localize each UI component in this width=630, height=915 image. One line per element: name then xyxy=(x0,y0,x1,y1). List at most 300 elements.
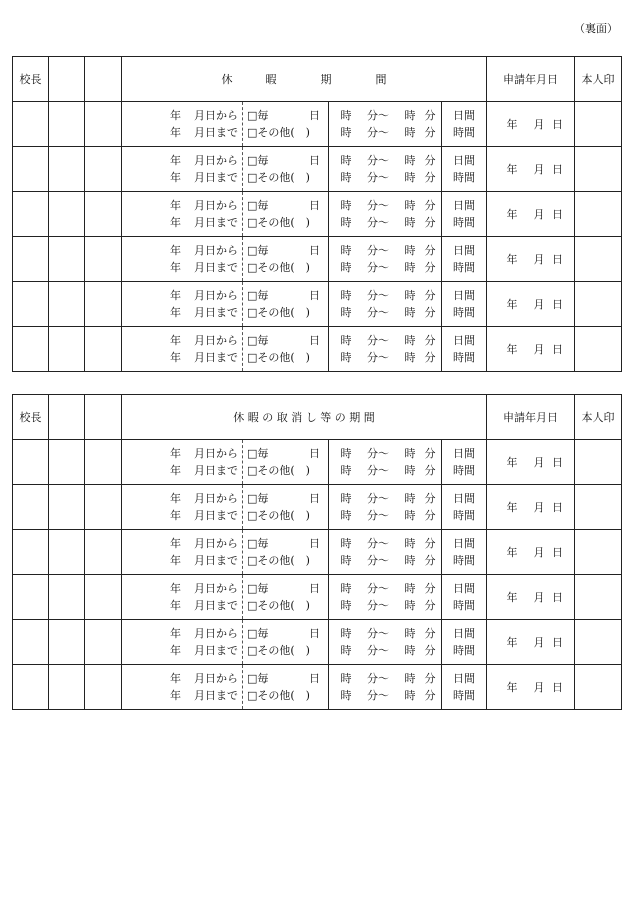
hour-label: 時 xyxy=(340,537,352,550)
time-range-cell[interactable] xyxy=(329,620,442,665)
time-range-cell[interactable] xyxy=(329,327,442,372)
minute-to-label: 分～ xyxy=(367,689,389,702)
minute-to-label: 分～ xyxy=(367,554,389,567)
approval-stamp-cell-1[interactable] xyxy=(49,327,85,372)
minute-label: 分 xyxy=(424,306,436,319)
year-label: 年 xyxy=(170,644,181,657)
personal-seal-cell[interactable] xyxy=(575,620,622,665)
apply-month-label: 月 xyxy=(533,253,545,266)
daily-checkbox[interactable]: □毎 xyxy=(247,244,269,257)
approval-stamp-cell-1[interactable] xyxy=(49,575,85,620)
daily-checkbox[interactable]: □毎 xyxy=(247,672,269,685)
other-checkbox[interactable]: □その他( ) xyxy=(247,351,310,364)
year-label: 年 xyxy=(170,672,181,685)
apply-day-label: 日 xyxy=(552,546,564,559)
daily-checkbox[interactable]: □毎 xyxy=(247,154,269,167)
time-range-cell[interactable] xyxy=(329,575,442,620)
hour-label: 時 xyxy=(340,582,352,595)
month-label: 月 xyxy=(194,334,205,347)
apply-year-label: 年 xyxy=(506,343,518,356)
minute-to-label: 分～ xyxy=(367,464,389,477)
personal-seal-cell[interactable] xyxy=(575,237,622,282)
date-range-cell[interactable] xyxy=(122,620,243,665)
table-row xyxy=(13,327,622,372)
daily-checkbox[interactable]: □毎 xyxy=(247,582,269,595)
year-label: 年 xyxy=(170,126,181,139)
duration-unit-cell[interactable] xyxy=(442,665,487,710)
month-label: 月 xyxy=(194,554,205,567)
approval-stamp-cell-2[interactable] xyxy=(85,665,122,710)
duration-unit-cell[interactable] xyxy=(442,327,487,372)
minute-label: 分 xyxy=(424,627,436,640)
minute-label: 分 xyxy=(424,109,436,122)
approval-stamp-cell-2[interactable] xyxy=(85,147,122,192)
personal-seal-header: 本人印 xyxy=(575,395,622,440)
hour-label: 時 xyxy=(340,199,352,212)
principal-stamp-cell[interactable] xyxy=(13,237,49,282)
year-label: 年 xyxy=(170,199,181,212)
until-label: 日まで xyxy=(205,599,238,612)
minute-to-label: 分～ xyxy=(367,109,389,122)
hour-label: 時 xyxy=(340,689,352,702)
time-range-cell[interactable] xyxy=(329,147,442,192)
application-date-header: 申請年月日 xyxy=(487,57,575,102)
year-label: 年 xyxy=(170,216,181,229)
minute-to-label: 分～ xyxy=(367,216,389,229)
leave-type-cell[interactable] xyxy=(243,440,329,485)
until-label: 日まで xyxy=(205,509,238,522)
apply-month-label: 月 xyxy=(533,591,545,604)
personal-seal-header: 本人印 xyxy=(575,57,622,102)
month-label: 月 xyxy=(194,599,205,612)
hour-label: 時 xyxy=(340,154,352,167)
hour-label: 時 xyxy=(404,554,416,567)
hour-label: 時 xyxy=(404,672,416,685)
minute-label: 分 xyxy=(424,537,436,550)
principal-stamp-cell[interactable] xyxy=(13,327,49,372)
apply-day-label: 日 xyxy=(552,208,563,221)
time-range-cell[interactable] xyxy=(329,102,442,147)
minute-to-label: 分～ xyxy=(367,582,389,595)
apply-year-label: 年 xyxy=(506,546,518,559)
approval-stamp-cell-1[interactable] xyxy=(49,102,85,147)
hours-unit-label: 時間 xyxy=(453,509,476,522)
personal-seal-cell[interactable] xyxy=(575,282,622,327)
leave-type-cell[interactable] xyxy=(243,620,329,665)
time-range-cell[interactable] xyxy=(329,485,442,530)
hours-unit-label: 時間 xyxy=(453,644,476,657)
hour-label: 時 xyxy=(340,351,352,364)
year-label: 年 xyxy=(170,464,181,477)
other-checkbox[interactable]: □その他( ) xyxy=(247,216,310,229)
application-date-cell[interactable] xyxy=(487,485,575,530)
date-range-cell[interactable] xyxy=(122,237,243,282)
year-label: 年 xyxy=(170,351,181,364)
from-label: 日から xyxy=(205,492,238,505)
apply-month-label: 月 xyxy=(533,681,545,694)
apply-day-label: 日 xyxy=(552,501,564,514)
duration-unit-cell[interactable] xyxy=(442,237,487,282)
table-row xyxy=(13,440,622,485)
daily-checkbox[interactable]: □毎 xyxy=(247,289,269,302)
hours-unit-label: 時間 xyxy=(453,126,475,139)
leave-type-cell[interactable] xyxy=(243,282,329,327)
minute-to-label: 分～ xyxy=(367,447,389,460)
principal-stamp-cell[interactable] xyxy=(13,192,49,237)
approval-stamp-cell-1[interactable] xyxy=(49,665,85,710)
approval-stamp-cell-1[interactable] xyxy=(49,192,85,237)
leave-type-cell[interactable] xyxy=(243,575,329,620)
apply-day-label: 日 xyxy=(552,118,563,131)
hour-label: 時 xyxy=(404,306,416,319)
from-label: 日から xyxy=(205,109,238,122)
minute-label: 分 xyxy=(424,289,436,302)
month-label: 月 xyxy=(194,126,205,139)
until-label: 日まで xyxy=(205,306,238,319)
personal-seal-cell[interactable] xyxy=(575,192,622,237)
month-label: 月 xyxy=(194,109,205,122)
hour-label: 時 xyxy=(340,289,352,302)
minute-label: 分 xyxy=(424,492,436,505)
personal-seal-cell[interactable] xyxy=(575,327,622,372)
application-date-cell[interactable] xyxy=(487,327,575,372)
approval-stamp-cell-2[interactable] xyxy=(85,485,122,530)
approval-stamp-cell-2[interactable] xyxy=(85,440,122,485)
date-range-cell[interactable] xyxy=(122,530,243,575)
month-label: 月 xyxy=(194,306,205,319)
time-range-cell[interactable] xyxy=(329,282,442,327)
day-label: 日 xyxy=(309,154,320,167)
hour-label: 時 xyxy=(404,644,416,657)
approval-stamp-cell-1[interactable] xyxy=(49,485,85,530)
personal-seal-cell[interactable] xyxy=(575,575,622,620)
days-unit-label: 日間 xyxy=(453,199,475,212)
year-label: 年 xyxy=(170,689,181,702)
time-range-cell[interactable] xyxy=(329,530,442,575)
application-date-cell[interactable] xyxy=(487,665,575,710)
other-checkbox[interactable]: □その他( ) xyxy=(247,509,310,522)
hour-label: 時 xyxy=(404,537,416,550)
personal-seal-cell[interactable] xyxy=(575,102,622,147)
year-label: 年 xyxy=(170,537,181,550)
hour-label: 時 xyxy=(340,627,352,640)
date-range-cell[interactable] xyxy=(122,485,243,530)
daily-checkbox[interactable]: □毎 xyxy=(247,109,269,122)
hour-label: 時 xyxy=(404,582,416,595)
approval-stamp-cell-1[interactable] xyxy=(49,237,85,282)
hour-label: 時 xyxy=(404,289,416,302)
apply-month-label: 月 xyxy=(533,208,545,221)
minute-label: 分 xyxy=(424,644,436,657)
days-unit-label: 日間 xyxy=(453,334,475,347)
minute-to-label: 分～ xyxy=(367,334,389,347)
approval-stamp-cell-2[interactable] xyxy=(85,530,122,575)
leave-period-table xyxy=(12,56,622,372)
approval-stamp-cell-1[interactable] xyxy=(49,282,85,327)
minute-label: 分 xyxy=(424,154,436,167)
application-date-cell[interactable] xyxy=(487,237,575,282)
apply-day-label: 日 xyxy=(552,456,564,469)
month-label: 月 xyxy=(194,171,205,184)
day-label: 日 xyxy=(309,244,320,257)
duration-unit-cell[interactable] xyxy=(442,620,487,665)
days-unit-label: 日間 xyxy=(453,154,475,167)
personal-seal-cell[interactable] xyxy=(575,485,622,530)
date-range-cell[interactable] xyxy=(122,440,243,485)
from-label: 日から xyxy=(205,582,238,595)
hour-label: 時 xyxy=(340,599,352,612)
duration-unit-cell[interactable] xyxy=(442,530,487,575)
hours-unit-label: 時間 xyxy=(453,599,476,612)
other-checkbox[interactable]: □その他( ) xyxy=(247,599,310,612)
date-range-cell[interactable] xyxy=(122,327,243,372)
month-label: 月 xyxy=(194,289,205,302)
hour-label: 時 xyxy=(404,447,416,460)
table-row xyxy=(13,620,622,665)
from-label: 日から xyxy=(205,334,238,347)
month-label: 月 xyxy=(194,351,205,364)
days-unit-label: 日間 xyxy=(453,447,476,460)
principal-header: 校長 xyxy=(13,395,49,440)
until-label: 日まで xyxy=(205,171,238,184)
leave-type-cell[interactable] xyxy=(243,102,329,147)
from-label: 日から xyxy=(205,244,238,257)
daily-checkbox[interactable]: □毎 xyxy=(247,199,269,212)
application-date-cell[interactable] xyxy=(487,440,575,485)
personal-seal-cell[interactable] xyxy=(575,147,622,192)
apply-year-label: 年 xyxy=(506,163,518,176)
duration-unit-cell[interactable] xyxy=(442,147,487,192)
leave-type-cell[interactable] xyxy=(243,237,329,282)
month-label: 月 xyxy=(194,464,205,477)
hour-label: 時 xyxy=(340,171,352,184)
minute-label: 分 xyxy=(424,199,436,212)
day-label: 日 xyxy=(309,289,320,302)
year-label: 年 xyxy=(170,261,181,274)
leave-type-cell[interactable] xyxy=(243,192,329,237)
hour-label: 時 xyxy=(404,109,416,122)
days-unit-label: 日間 xyxy=(453,109,475,122)
other-checkbox[interactable]: □その他( ) xyxy=(247,689,310,702)
apply-month-label: 月 xyxy=(533,501,545,514)
hour-label: 時 xyxy=(340,244,352,257)
date-range-cell[interactable] xyxy=(122,665,243,710)
time-range-cell[interactable] xyxy=(329,440,442,485)
hour-label: 時 xyxy=(340,644,352,657)
application-date-cell[interactable] xyxy=(487,192,575,237)
day-label: 日 xyxy=(309,582,320,595)
apply-year-label: 年 xyxy=(506,636,518,649)
approval-stamp-cell-1[interactable] xyxy=(49,530,85,575)
application-date-cell[interactable] xyxy=(487,282,575,327)
application-date-cell[interactable] xyxy=(487,102,575,147)
table-row xyxy=(13,192,622,237)
apply-month-label: 月 xyxy=(533,343,545,356)
until-label: 日まで xyxy=(205,554,238,567)
apply-month-label: 月 xyxy=(533,118,545,131)
apply-year-label: 年 xyxy=(506,681,518,694)
other-checkbox[interactable]: □その他( ) xyxy=(247,464,310,477)
day-label: 日 xyxy=(309,109,320,122)
approval-stamp-cell-1[interactable] xyxy=(49,147,85,192)
minute-to-label: 分～ xyxy=(367,154,389,167)
table-row xyxy=(13,237,622,282)
daily-checkbox[interactable]: □毎 xyxy=(247,447,269,460)
hours-unit-label: 時間 xyxy=(453,351,475,364)
approval-column-1-header xyxy=(49,395,85,440)
principal-stamp-cell[interactable] xyxy=(13,530,49,575)
page-side-label: （裏面） xyxy=(574,22,618,35)
duration-unit-cell[interactable] xyxy=(442,102,487,147)
cancellation-period-header: 休 暇 の 取 消 し 等 の 期 間 xyxy=(122,395,487,440)
principal-stamp-cell[interactable] xyxy=(13,282,49,327)
year-label: 年 xyxy=(170,447,181,460)
leave-type-cell[interactable] xyxy=(243,327,329,372)
approval-stamp-cell-2[interactable] xyxy=(85,620,122,665)
hour-label: 時 xyxy=(404,627,416,640)
principal-stamp-cell[interactable] xyxy=(13,440,49,485)
apply-year-label: 年 xyxy=(506,298,518,311)
minute-label: 分 xyxy=(424,582,436,595)
minute-label: 分 xyxy=(424,672,436,685)
other-checkbox[interactable]: □その他( ) xyxy=(247,644,310,657)
days-unit-label: 日間 xyxy=(453,289,475,302)
application-date-cell[interactable] xyxy=(487,620,575,665)
approval-stamp-cell-2[interactable] xyxy=(85,327,122,372)
apply-year-label: 年 xyxy=(506,208,518,221)
approval-stamp-cell-2[interactable] xyxy=(85,575,122,620)
leave-cancellation-period-table xyxy=(12,394,622,710)
principal-stamp-cell[interactable] xyxy=(13,147,49,192)
leave-type-cell[interactable] xyxy=(243,147,329,192)
date-range-cell[interactable] xyxy=(122,575,243,620)
hours-unit-label: 時間 xyxy=(453,689,476,702)
hour-label: 時 xyxy=(340,216,352,229)
leave-type-cell[interactable] xyxy=(243,485,329,530)
minute-label: 分 xyxy=(424,554,436,567)
from-label: 日から xyxy=(205,627,238,640)
daily-checkbox[interactable]: □毎 xyxy=(247,334,269,347)
apply-month-label: 月 xyxy=(533,546,545,559)
other-checkbox[interactable]: □その他( ) xyxy=(247,554,310,567)
application-date-cell[interactable] xyxy=(487,147,575,192)
until-label: 日まで xyxy=(205,261,238,274)
time-range-cell[interactable] xyxy=(329,237,442,282)
apply-day-label: 日 xyxy=(552,163,563,176)
date-range-cell[interactable] xyxy=(122,102,243,147)
apply-year-label: 年 xyxy=(506,456,518,469)
minute-to-label: 分～ xyxy=(367,244,389,257)
approval-stamp-cell-2[interactable] xyxy=(85,237,122,282)
principal-stamp-cell[interactable] xyxy=(13,485,49,530)
other-checkbox[interactable]: □その他( ) xyxy=(247,306,310,319)
minute-to-label: 分～ xyxy=(367,351,389,364)
hours-unit-label: 時間 xyxy=(453,464,476,477)
hour-label: 時 xyxy=(404,492,416,505)
table-row xyxy=(13,102,622,147)
approval-stamp-cell-1[interactable] xyxy=(49,620,85,665)
approval-stamp-cell-2[interactable] xyxy=(85,102,122,147)
approval-stamp-cell-2[interactable] xyxy=(85,282,122,327)
month-label: 月 xyxy=(194,627,205,640)
daily-checkbox[interactable]: □毎 xyxy=(247,627,269,640)
duration-unit-cell[interactable] xyxy=(442,485,487,530)
month-label: 月 xyxy=(194,644,205,657)
personal-seal-cell[interactable] xyxy=(575,530,622,575)
date-range-cell[interactable] xyxy=(122,147,243,192)
other-checkbox[interactable]: □その他( ) xyxy=(247,261,310,274)
minute-label: 分 xyxy=(424,447,436,460)
application-date-cell[interactable] xyxy=(487,575,575,620)
hour-label: 時 xyxy=(404,351,416,364)
apply-month-label: 月 xyxy=(533,163,545,176)
minute-to-label: 分～ xyxy=(367,199,389,212)
principal-stamp-cell[interactable] xyxy=(13,102,49,147)
other-checkbox[interactable]: □その他( ) xyxy=(247,126,310,139)
apply-year-label: 年 xyxy=(506,253,518,266)
application-date-cell[interactable] xyxy=(487,530,575,575)
month-label: 月 xyxy=(194,672,205,685)
month-label: 月 xyxy=(194,509,205,522)
leave-type-cell[interactable] xyxy=(243,665,329,710)
year-label: 年 xyxy=(170,306,181,319)
minute-label: 分 xyxy=(424,126,436,139)
personal-seal-cell[interactable] xyxy=(575,665,622,710)
duration-unit-cell[interactable] xyxy=(442,282,487,327)
from-label: 日から xyxy=(205,199,238,212)
hour-label: 時 xyxy=(340,554,352,567)
daily-checkbox[interactable]: □毎 xyxy=(247,492,269,505)
year-label: 年 xyxy=(170,509,181,522)
hour-label: 時 xyxy=(404,334,416,347)
hours-unit-label: 時間 xyxy=(453,306,475,319)
table-row xyxy=(13,575,622,620)
principal-stamp-cell[interactable] xyxy=(13,665,49,710)
hour-label: 時 xyxy=(404,199,416,212)
personal-seal-cell[interactable] xyxy=(575,440,622,485)
time-range-cell[interactable] xyxy=(329,192,442,237)
from-label: 日から xyxy=(205,672,238,685)
month-label: 月 xyxy=(194,261,205,274)
minute-to-label: 分～ xyxy=(367,492,389,505)
leave-type-cell[interactable] xyxy=(243,530,329,575)
duration-unit-cell[interactable] xyxy=(442,192,487,237)
hour-label: 時 xyxy=(340,306,352,319)
until-label: 日まで xyxy=(205,126,238,139)
leave-period-header: 休 暇 期 間 xyxy=(122,57,487,102)
duration-unit-cell[interactable] xyxy=(442,440,487,485)
other-checkbox[interactable]: □その他( ) xyxy=(247,171,310,184)
approval-stamp-cell-2[interactable] xyxy=(85,192,122,237)
date-range-cell[interactable] xyxy=(122,192,243,237)
hour-label: 時 xyxy=(404,261,416,274)
year-label: 年 xyxy=(170,627,181,640)
minute-label: 分 xyxy=(424,244,436,257)
principal-stamp-cell[interactable] xyxy=(13,575,49,620)
time-range-cell[interactable] xyxy=(329,665,442,710)
hour-label: 時 xyxy=(340,492,352,505)
hour-label: 時 xyxy=(340,109,352,122)
daily-checkbox[interactable]: □毎 xyxy=(247,537,269,550)
duration-unit-cell[interactable] xyxy=(442,575,487,620)
table-row xyxy=(13,485,622,530)
year-label: 年 xyxy=(170,289,181,302)
principal-stamp-cell[interactable] xyxy=(13,620,49,665)
date-range-cell[interactable] xyxy=(122,282,243,327)
day-label: 日 xyxy=(309,334,320,347)
approval-stamp-cell-1[interactable] xyxy=(49,440,85,485)
hours-unit-label: 時間 xyxy=(453,554,476,567)
